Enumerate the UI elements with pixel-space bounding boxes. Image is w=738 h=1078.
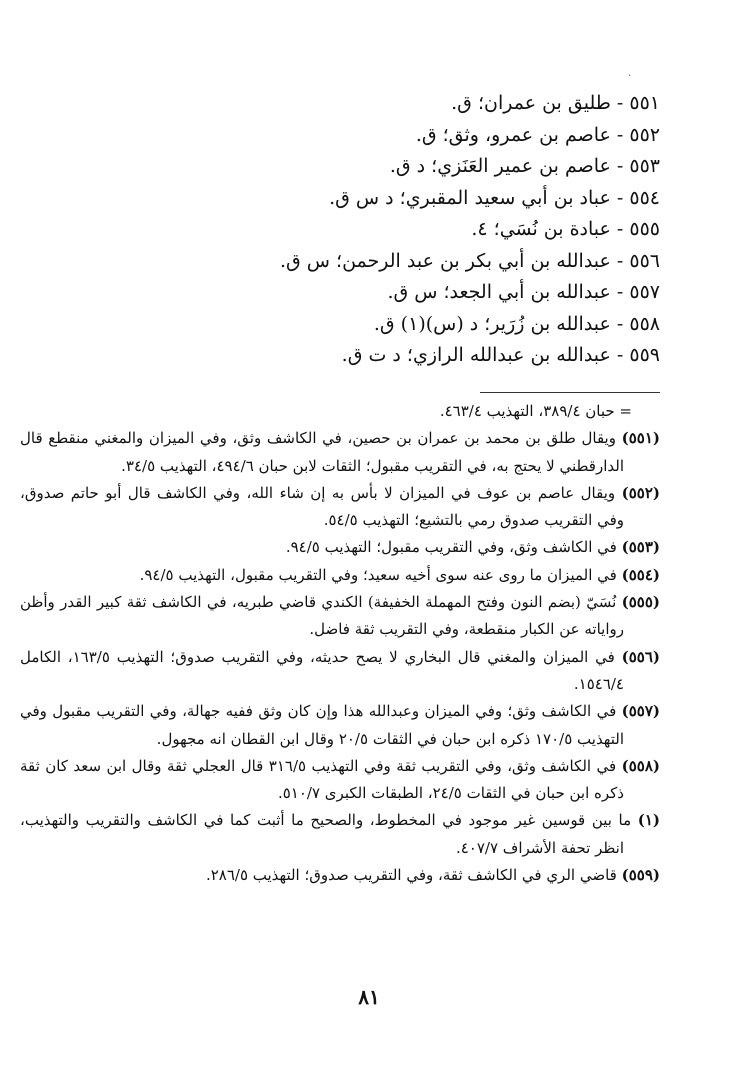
footnote [20,480,660,535]
narrator-list [100,88,660,372]
entry-number: ٥٥٩ [629,344,660,366]
entry-number: ٥٥١ [629,92,660,114]
footnotes [20,398,660,889]
list-item [100,277,660,309]
footnote-label: (٥٥٩) [621,866,660,885]
list-item [100,246,660,278]
footnote [20,807,660,862]
footnote-label: (٥٥٨) [621,756,660,775]
footnote-label: (٥٥٦) [621,647,660,666]
footnote-continuation: = حبان ٣٨٩/٤، التهذيب ٤٦٣/٤. [439,402,632,420]
footnote-text: قاضي الري في الكاشف ثقة، وفي التقريب صدوق؛ التهذيب ٢٨٦/٥. [205,866,617,885]
margin-mark: . [628,68,632,79]
list-item [100,120,660,152]
entry-text: - طليق بن عمران؛ ق. [451,92,624,114]
footnote [20,698,660,753]
entry-text: - عبدالله بن أبي بكر بن عبد الرحمن؛ س ق. [279,249,624,272]
entry-text: - عبدالله بن عبدالله الرازي؛ د ت ق. [341,344,624,366]
list-item [100,183,660,215]
footnote-label: (٥٥٤) [621,565,660,584]
entry-text: - عبدالله بن زُرَير؛ د (س)(١) ق. [373,312,624,335]
footnote-text: في الكاشف وثق، وفي التقريب ثقة وفي التهذيب ٣١٦/٥ قال العجلي ثقة وقال ابن سعد كان ثقة ذكره ابن حبان في الثقات ٢٤/٥، الطبقات الكبرى ٥١٠/٧. [20,756,624,803]
entry-number: ٥٥٨ [629,312,660,335]
entry-number: ٥٥٥ [629,218,660,240]
page-number: ٨١ [358,985,380,1009]
list-item [100,340,660,372]
entry-number: ٥٥٦ [629,249,660,272]
footnote [20,644,660,699]
entry-text: - عبدالله بن أبي الجعد؛ س ق. [387,281,624,303]
footnote-text: في الكاشف وثق؛ وفي الميزان وعبدالله هذا وإن كان وثق ففيه جهالة، وفي التقريب مقبول وفي التهذيب ١٧٠/٥ ذكره ابن حبان في الثقات ٢٠/٥ وقال ابن القطان انه مجهول. [20,702,624,748]
footnote [20,862,660,889]
list-item [100,151,660,183]
footnote [20,753,660,808]
entry-number: ٥٥٢ [629,123,660,146]
list-item [100,309,660,341]
footnote-text: ما بين قوسين غير موجود في المخطوط، والصحيح ما أثبت كما في الكاشف والتقريب والتهذيب، انظر تحفة الأشراف ٤٠٧/٧. [20,811,632,857]
footnote-text: في الميزان والمغني قال البخاري لا يصح حديثه، وفي التقريب صدوق؛ التهذيب ١٦٣/٥، الكامل ١٥٤٦/٤. [20,647,624,693]
footnote-text: في الكاشف وثق، وفي التقريب مقبول؛ التهذيب ٩٤/٥. [285,538,617,557]
footnote [20,425,660,480]
footnote-text: ويقال طلق بن محمد بن عمران بن حصين، في الكاشف وثق، وفي الميزان والمغني منقطع قال الدارقطني لا يحتج به، في التقريب مقبول؛ الثقات لابن حبان ٤٩٤/٦، التهذيب ٣٤/٥. [20,429,624,475]
footnote-text: في الميزان ما روى عنه سوى أخيه سعيد؛ وفي التقريب مقبول، التهذيب ٩٤/٥. [139,565,617,584]
list-item [100,88,660,120]
list-item [100,214,660,246]
footnote-label: (٥٥٧) [621,702,660,721]
footnote-text: نُسَيّ (بضم النون وفتح المهملة الخفيفة) الكندي قاضي طبريه، في الكاشف ثقة كبير القدر وأظن رواياته عن الكبار منقطعة، وفي التقريب ثقة فاضل. [20,593,624,639]
footnote-label: (٥٥٢) [621,483,660,502]
entry-text: - عباد بن أبي سعيد المقبري؛ د س ق. [329,186,624,209]
footnote-label: (٥٥٣) [621,538,660,557]
footnote-label: (٥٥٥) [621,593,660,612]
footnote-label: (١) [637,811,660,830]
footnote [20,562,660,589]
footnote [20,534,660,561]
entry-text: - عبادة بن نُسَي؛ ٤. [471,218,624,240]
footnote-separator [480,392,660,393]
footnote [20,589,660,644]
entry-number: ٥٥٧ [629,281,660,303]
entry-text: - عاصم بن عمير العَنَزي؛ د ق. [389,155,624,177]
entry-text: - عاصم بن عمرو، وثق؛ ق. [415,123,624,146]
footnote-text: ويقال عاصم بن عوف في الميزان لا بأس به إن شاء الله، وفي الكاشف قال أبو حاتم صدوق، وفي التقريب صدوق رمي بالتشيع؛ التهذيب ٥٤/٥. [20,483,624,530]
entry-number: ٥٥٣ [629,155,660,177]
entry-number: ٥٥٤ [629,186,660,209]
footnote-label: (٥٥١) [621,429,660,448]
